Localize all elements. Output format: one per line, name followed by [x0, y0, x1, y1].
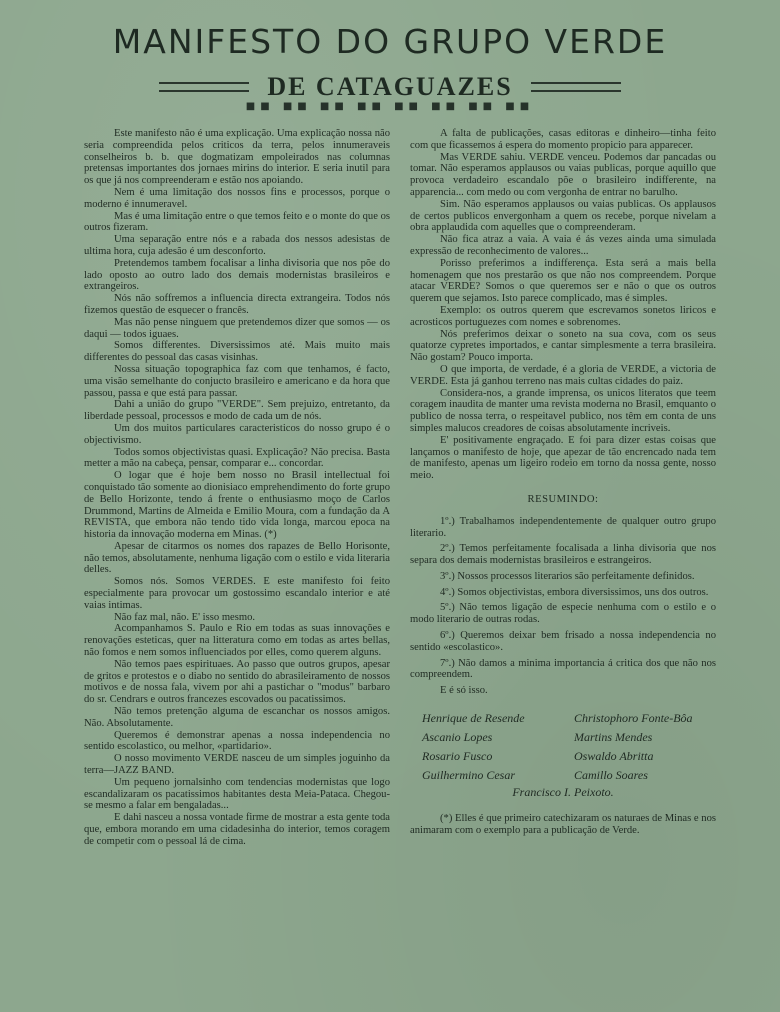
- signature: Ascanio Lopes: [422, 730, 493, 745]
- page-subtitle: DE CATAGUAZES: [267, 72, 513, 101]
- paragraph: Acompanhamos S. Paulo e Rio em todas as suas innovações e renovações esteticas, quer na litteratura como em todas as artes bellas, não fomos e nem somos influenciados por elles, como querem alguns.: [84, 623, 390, 659]
- right-double-rule: [531, 82, 621, 92]
- summary-item: 4º.) Somos objectivistas, embora diversissimos, uns dos outros.: [440, 586, 709, 598]
- page-title: MANIFESTO DO GRUPO VERDE: [112, 22, 668, 61]
- paragraph: Queremos é demonstrar apenas a nossa independencia no sentido escolastico, ou melhor, «partidario».: [84, 729, 390, 753]
- paragraph: Todos somos objectivistas quasi. Explicação? Não precisa. Basta metter a mão na cabeça, pensar, comparar e... concordar.: [84, 446, 390, 470]
- summary-item: 6º.) Queremos deixar bem frisado a nossa independencia no sentido «escolastico».: [410, 630, 716, 653]
- paragraph: Apesar de citarmos os nomes dos rapazes de Bello Horisonte, não temos, absolutamente, nenhuma ligação com o estilo e vida literaria delles.: [84, 540, 390, 576]
- paragraph: Mas é uma limitação entre o que temos feito e o monte do que os outros fizeram.: [84, 210, 390, 234]
- paragraph: E' positivamente engraçado. E foi para dizer estas coisas que lançamos o manifesto de hoje, que apezar de tão encrencado nada tem de manifesto, apenas um ligeiro rodeio em torno da nossa gente, nosso meio.: [410, 434, 716, 482]
- paragraph: Exemplo: os outros querem que escrevamos sonetos liricos e acrosticos portuguezes com nomes e sobrenomes.: [410, 304, 716, 328]
- paragraph: Pretendemos tambem focalisar a linha divisoria que nos põe do lado oposto ao outro lado dos demais modernistas brasileiros e extrangeiros.: [84, 257, 390, 293]
- summary-item: 1º.) Trabalhamos independentemente de qualquer outro grupo literario.: [410, 515, 716, 539]
- left-double-rule: [159, 82, 249, 92]
- paragraph: Sim. Não esperamos applausos ou vaias publicas. Os applausos de certos publicos envergonham a quem os recebe, porque nivelam a obra applaudida com aquelles que o compreenderam.: [410, 198, 716, 234]
- ornament-dots: ■■ ■■ ■■ ■■ ■■ ■■ ■■ ■■: [245, 101, 535, 112]
- paragraph: Nós não soffremos a influencia directa extrangeira. Todos nós fizemos questão de esquecer o francês.: [84, 293, 390, 316]
- paragraph: Uma separação entre nós e a rabada dos nessos adesistas de ultima hora, cuja adesão é um desconforto.: [84, 234, 390, 257]
- paragraph: Não temos paes espirituaes. Ao passo que outros grupos, apesar de gritos e protestos e o diabo no sentido do abrasileiramento de nossos motivos e de nossa fala, vivem por ahi a pastichar o "modus" barbaro do sr. Cendrars e outros francezes escovados ou pacatissimos.: [84, 658, 390, 706]
- summary-heading: RESUMINDO:: [527, 493, 599, 505]
- signature-last: Francisco I. Peixoto.: [512, 785, 614, 800]
- footnote: (*) Elles é que primeiro catechizaram os naturaes de Minas e nos animaram com o exemplo para a publicação de Verde.: [410, 812, 716, 836]
- summary-list: [410, 516, 716, 697]
- paragraph: Um dos muitos particulares caracteristicos do nosso grupo é o objectivismo.: [84, 422, 390, 446]
- paragraph: Nós preferimos deixar o soneto na sua cova, com os seus quatorze cypretes importados, e cantar simplesmente a terra brasileira. Não gostam? Pouco importa.: [410, 328, 716, 364]
- paragraph: Somos differentes. Diversissimos até. Mais muito mais differentes do pessoal das casas visinhas.: [84, 340, 390, 364]
- paragraph: Nem é uma limitação dos nossos fins e processos, porque o moderno é innumeravel.: [84, 186, 390, 210]
- paragraph: Mas VERDE sahiu. VERDE venceu. Podemos dar pancadas ou tomar. Não esperamos applausos ou vaias publicas, porque aquillo que provoca verdadeiro escandalo põe o brasileiro indifferente, na apparencia... com medo ou com vergonha de entrar no barulho.: [410, 151, 716, 198]
- paragraph: E dahi nasceu a nossa vontade firme de mostrar a esta gente toda que, embora morando em uma cidadesinha do interior, temos coragem de competir com o pessoal lá de cima.: [84, 812, 390, 847]
- right-column: [410, 128, 716, 836]
- paragraph: O logar que é hoje bem nosso no Brasil intellectual foi conquistado tão somente ao dionisiaco emprehendimento do forte grupo de Bello Horizonte, tendo á frente o enthusiasmo moço de Carlos Drummond, Martins de Almeida e Emilio Moura, com a fundação da A REVISTA, que embora não tendo tido vida longa, marcou epoca na historia da innovação moderna em Minas. (*): [84, 470, 390, 541]
- paragraph: Não temos pretenção alguma de escanchar os nossos amigos. Não. Absolutamente.: [84, 706, 390, 729]
- paragraph: Não fica atraz a vaia. A vaia é ás vezes ainda uma simulada expressão de reconhecimento de valores...: [410, 234, 716, 257]
- signature: Martins Mendes: [574, 730, 653, 745]
- paragraph: Não faz mal, não. E' isso mesmo.: [114, 611, 256, 623]
- paragraph: Este manifesto não é uma explicação. Uma explicação nossa não seria compreendida pelos criticos da terra, pelos innumeraveis conselheiros b. b. que dogmatizam empoleirados nas columnas pretensas importantes dos jornaes mirins do interior. E seria inutil para os que já nos compreenderam e estão nos apoiando.: [84, 128, 390, 187]
- paragraph: Um pequeno jornalsinho com tendencias modernistas que logo escandalizaram os pacatissimos habitantes desta Meia-Pataca. Chegou-se mesmo a falar em bengaladas...: [84, 776, 390, 812]
- summary-item: 2º.) Temos perfeitamente focalisada a linha divisoria que nos separa dos demais modernistas brasileiros e estrangeiros.: [410, 543, 716, 567]
- signature: Guilhermino Cesar: [422, 768, 515, 783]
- right-paragraphs: [410, 128, 716, 482]
- signature: Rosario Fusco: [422, 749, 493, 764]
- signature-block: [422, 711, 716, 783]
- subtitle-row: [0, 72, 780, 102]
- paragraph: Somos nós. Somos VERDES. E este manifesto foi feito especialmente para provocar um gostossimo escandalo interior e até vaias intimas.: [84, 576, 390, 611]
- signature: Camillo Soares: [574, 768, 648, 783]
- paragraph: O nosso movimento VERDE nasceu de um simples joguinho da terra—JAZZ BAND.: [84, 753, 390, 777]
- summary-item: 5º.) Não temos ligação de especie nenhuma com o estilo e o modo literario de outras rodas.: [410, 602, 716, 626]
- paragraph: Porisso preferimos a indifferença. Esta será a mais bella homenagem que nos prestarão os que não nos compreendem. Porque atacar VERDE? Somos o que queremos ser e não o que os outros querem que sejamos. Isto parece complicado, mas é simples.: [410, 257, 716, 305]
- signature: Christophoro Fonte-Bôa: [574, 711, 693, 726]
- left-column: [84, 128, 390, 848]
- paragraph: Nossa situação topographica faz com que tenhamos, é facto, uma visão semelhante do conjucto brasileiro e americano e da hora que passou, passa e que está para passar.: [84, 363, 390, 399]
- signature: Henrique de Resende: [422, 711, 525, 726]
- paragraph: Considera-nos, a grande imprensa, os unicos literatos que teem coragem inaudita de manter uma revista moderna no Brasil, emquanto o publico de nossa terra, o respeitavel publico, nos têm em conta de uns simples malucos creadores de coisas absolutamente incriveis.: [410, 387, 716, 434]
- paragraph: A falta de publicações, casas editoras e dinheiro—tinha feito com que ficassemos á espera do momento propicio para apparecer.: [410, 128, 716, 151]
- paragraph: O que importa, de verdade, é a gloria de VERDE, a victoria de VERDE. Esta já ganhou terreno nas mais cultas cidades do paiz.: [410, 363, 716, 387]
- paragraph: Dahi a união do grupo "VERDE". Sem prejuizo, entretanto, da liberdade pessoal, processos e modo de cada um de nós.: [84, 399, 390, 423]
- summary-item: 7º.) Não damos a minima importancia á critica dos que não nos compreendem.: [410, 657, 716, 681]
- summary-item: E é só isso.: [440, 685, 488, 697]
- paragraph: Mas não pense ninguem que pretendemos dizer que somos — os daqui — todos iguaes.: [84, 316, 390, 340]
- signature: Oswaldo Abritta: [574, 749, 654, 764]
- summary-item: 3º.) Nossos processos literarios são perfeitamente definidos.: [440, 570, 695, 582]
